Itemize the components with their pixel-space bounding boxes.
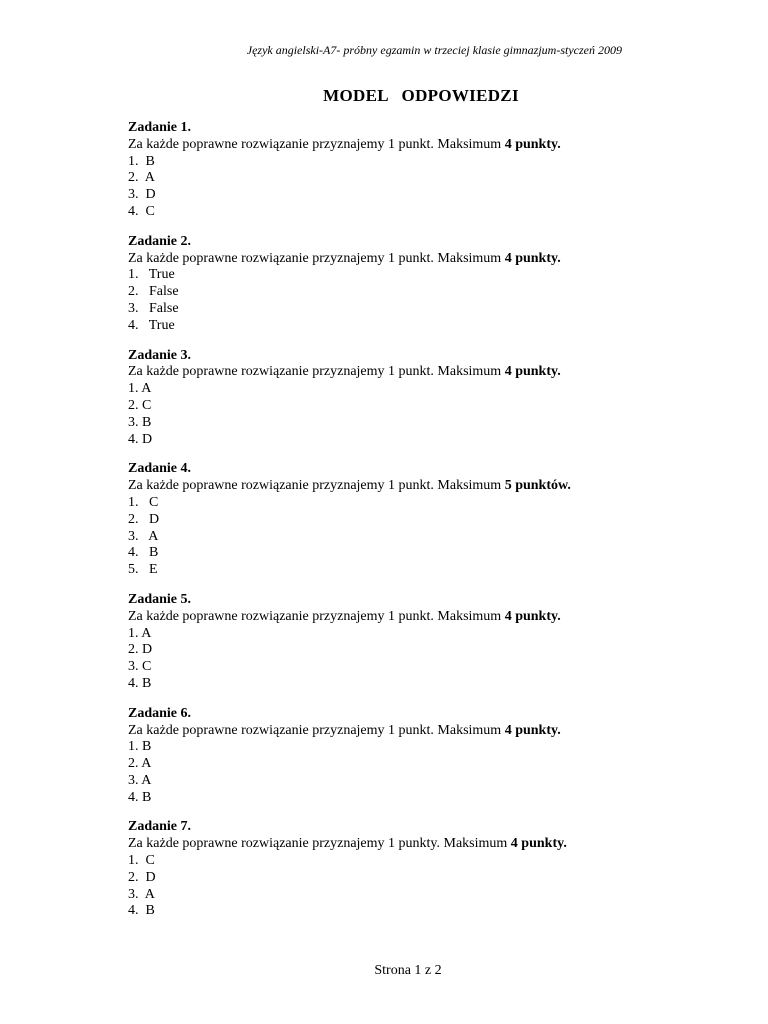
task-scoring-rule (128, 251, 571, 268)
scoring-text: Za każde poprawne rozwiązanie przyznajemy 1 punkt. Maksimum (128, 364, 505, 380)
task-heading: Zadanie 6. (128, 705, 192, 721)
answer-item: 2. A (128, 170, 155, 186)
answer-item: 3. B (128, 414, 152, 430)
answer-item: 4. B (128, 903, 155, 919)
answer-item: 5. E (128, 562, 158, 578)
task-scoring-rule (128, 364, 571, 381)
max-points: 4 punkty. (504, 250, 561, 266)
answer-item: 1. C (128, 494, 159, 510)
answer-item: 1. A (128, 625, 152, 641)
max-points: 4 punkty. (510, 836, 567, 852)
scoring-text: Za każde poprawne rozwiązanie przyznajemy 1 punkt. Maksimum (128, 478, 505, 494)
task-heading: Zadanie 4. (128, 461, 192, 477)
answer-item: 2. D (128, 642, 153, 658)
answer-item: 3. False (128, 300, 179, 316)
answer-item: 1. B (128, 739, 152, 755)
scoring-text: Za każde poprawne rozwiązanie przyznajemy 1 punkt. Maksimum (128, 608, 505, 624)
answer-item: 3. A (128, 528, 159, 544)
task-heading: Zadanie 3. (128, 347, 192, 363)
answer-item: 1. C (128, 853, 155, 869)
task-heading: Zadanie 5. (128, 591, 192, 607)
answer-item: 2. D (128, 869, 156, 885)
task-4 (128, 461, 571, 579)
answer-item: 1. True (128, 267, 175, 283)
task-scoring-rule (128, 478, 571, 495)
answer-item: 3. A (128, 886, 155, 902)
answer-item: 2. A (128, 756, 152, 772)
answer-item: 2. D (128, 511, 160, 527)
answer-item: 3. A (128, 772, 152, 788)
answer-item: 4. C (128, 203, 155, 219)
task-heading: Zadanie 1. (128, 120, 192, 135)
answer-item: 2. C (128, 397, 152, 413)
scoring-text: Za każde poprawne rozwiązanie przyznajemy 1 punkt. Maksimum (128, 136, 505, 152)
answer-item: 2. False (128, 284, 179, 300)
task-2 (128, 234, 571, 335)
task-7 (128, 819, 571, 920)
max-points: 4 punkty. (504, 364, 561, 380)
scoring-text: Za każde poprawne rozwiązanie przyznajemy 1 punkt. Maksimum (128, 722, 505, 738)
answer-item: 1. B (128, 153, 155, 169)
page-number: Strona 1 z 2 (374, 963, 442, 978)
max-points: 4 punkty. (504, 136, 561, 152)
answer-key (128, 120, 571, 933)
answer-item: 3. C (128, 659, 152, 675)
max-points: 4 punkty. (504, 608, 561, 624)
task-1 (128, 120, 571, 221)
answer-item: 4. B (128, 545, 159, 561)
answer-item: 1. A (128, 381, 152, 397)
max-points: 4 punkty. (504, 722, 561, 738)
task-heading: Zadanie 2. (128, 233, 192, 249)
answer-item: 3. D (128, 187, 156, 203)
page-title: MODEL ODPOWIEDZI (323, 86, 519, 105)
page-header: Język angielski-A7- próbny egzamin w trzeciej klasie gimnazjum-styczeń 2009 (246, 43, 622, 57)
task-scoring-rule (128, 137, 571, 154)
task-6 (128, 706, 571, 807)
answer-item: 4. D (128, 431, 153, 447)
task-scoring-rule (128, 723, 571, 740)
answer-item: 4. True (128, 317, 175, 333)
max-points: 5 punktów. (504, 478, 571, 494)
task-heading: Zadanie 7. (128, 819, 192, 835)
task-5 (128, 592, 571, 693)
answer-item: 4. B (128, 675, 152, 691)
task-3 (128, 348, 571, 449)
answer-item: 4. B (128, 789, 152, 805)
task-scoring-rule (128, 836, 571, 853)
scoring-text: Za każde poprawne rozwiązanie przyznajemy 1 punkty. Maksimum (128, 836, 511, 852)
task-scoring-rule (128, 609, 571, 626)
scoring-text: Za każde poprawne rozwiązanie przyznajemy 1 punkt. Maksimum (128, 250, 505, 266)
